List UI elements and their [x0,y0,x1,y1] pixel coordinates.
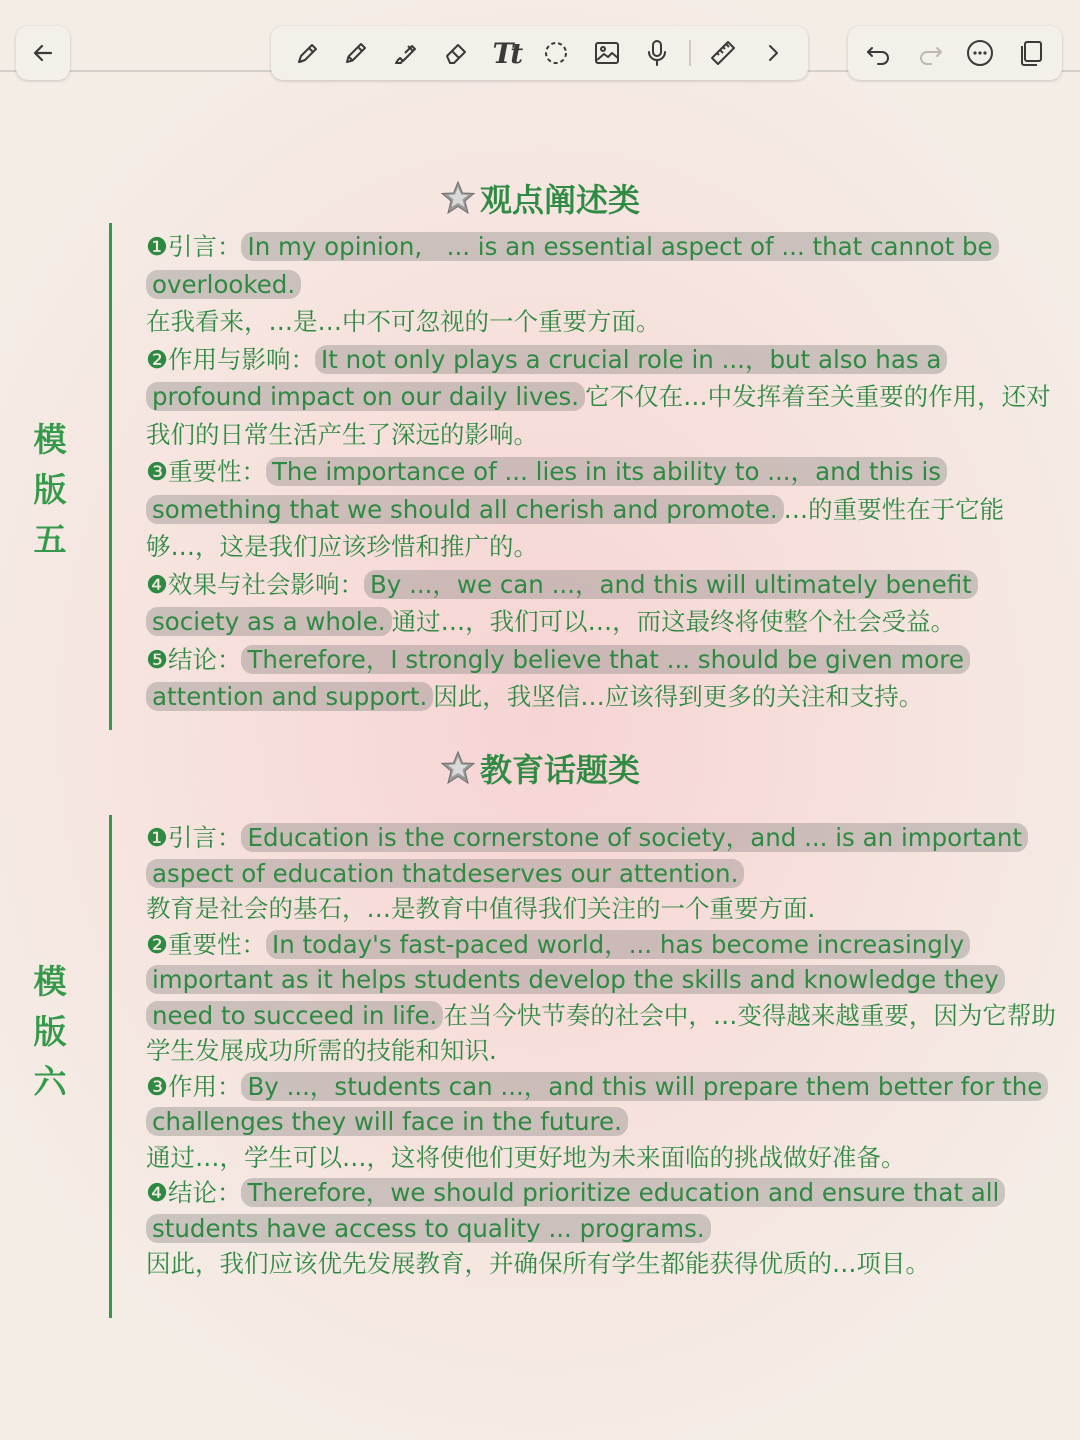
section-title-text: 观点阐述类 [479,181,640,219]
pen-icon [291,38,321,68]
template-item [146,228,1058,341]
more-tools-button[interactable] [755,35,791,71]
image-icon [592,38,622,68]
item-label: ❸作用： [146,1071,242,1101]
section-side-line [109,815,112,1318]
template-item [146,1175,1058,1282]
chinese-translation: 它不仅在…中发挥着至关重要的作用，还对我们的日常生活产生了深远的影响。 [146,382,1051,449]
chinese-translation: 在当今快节奏的社会中，…变得越来越重要，因为它帮助学生发展成功所需的技能和知识. [146,1000,1056,1065]
template-item [146,820,1058,927]
chinese-translation: 通过…，学生可以…，这将使他们更好地为未来面临的挑战做好准备。 [146,1142,906,1172]
chevron-right-icon [758,38,788,68]
pencil-tool-button[interactable] [338,35,374,71]
highlighter-tool-button[interactable] [388,35,424,71]
english-sentence: By ...，we can ...，and this will ultimately benefit society as a whole. [146,570,978,637]
image-tool-button[interactable] [589,35,625,71]
section-content [146,820,1058,1282]
template-item [146,927,1058,1069]
section-title [0,745,1080,791]
item-label: ❹效果与社会影响： [146,569,364,599]
side-label-char: 模 [33,962,67,1001]
template-item [146,341,1058,454]
chinese-translation: 通过…，我们可以…，而这最终将使整个社会受益。 [391,607,956,636]
section-content [146,228,1058,716]
text-tool-button[interactable] [488,35,524,71]
chinese-translation: 因此，我坚信…应该得到更多的关注和支持。 [433,682,924,711]
english-sentence: Therefore，we should prioritize education and ensure that all students have access to quality ... programs. [146,1178,1005,1243]
side-label-char: 五 [33,520,67,559]
lasso-tool-button[interactable] [538,35,574,71]
english-sentence: In today's fast-paced world，... has become increasingly important as it helps students develop the skills and knowledge they need to succeed in life. [146,930,1005,1030]
english-sentence: It not only plays a crucial role in ...，but also has a profound impact on our daily lives. [146,345,947,412]
english-sentence: In my opinion, ... is an essential aspect of ... that cannot be overlooked. [146,232,999,299]
chinese-translation: …的重要性在于它能够…，这是我们应该珍惜和推广的。 [146,494,1005,561]
item-label: ❶引言： [146,232,242,261]
english-sentence: By ...，students can ...，and this will prepare them better for the challenges they will face in the future. [146,1072,1048,1137]
item-label: ❷作用与影响： [146,344,315,374]
section-title-text: 教育话题类 [479,751,640,789]
redo-icon [915,38,945,68]
eraser-tool-button[interactable] [438,35,474,71]
back-button[interactable] [16,26,70,80]
template-item [146,453,1058,566]
template-item [146,641,1058,716]
section-title [0,175,1080,221]
microphone-icon [642,38,672,68]
ruler-icon [708,38,738,68]
eraser-icon [441,38,471,68]
star-icon [440,180,476,216]
more-icon [965,38,995,68]
pencil-icon [341,38,371,68]
section-side-line [109,223,112,730]
pages-icon [1016,38,1046,68]
chinese-translation: 教育是社会的基石，…是教育中值得我们关注的一个重要方面. [146,894,816,923]
side-label-char: 模 [33,420,67,459]
redo-button[interactable] [912,35,948,71]
english-sentence: Therefore，I strongly believe that ... should be given more attention and support. [146,645,970,712]
side-label-char: 版 [33,470,67,509]
more-options-button[interactable] [962,35,998,71]
highlighter-icon [391,38,421,68]
section-side-label [30,415,70,565]
undo-button[interactable] [861,35,897,71]
item-label: ❷重要性： [146,929,266,959]
ruler-tool-button[interactable] [705,35,741,71]
english-sentence: The importance of ... lies in its ability to ...，and this is something that we should all cherish and promote. [146,457,947,524]
template-item [146,566,1058,641]
pages-button[interactable] [1013,35,1049,71]
english-sentence: Education is the cornerstone of society，and ... is an important aspect of education thatdeserves our attention. [146,823,1028,888]
lasso-icon [541,38,571,68]
chinese-translation: 因此，我们应该优先发展教育，并确保所有学生都能获得优质的…项目。 [146,1249,930,1278]
text-tool-icon: Tt [492,36,521,70]
star-icon [440,750,476,786]
toolbar-separator [689,40,691,66]
side-label-char: 六 [33,1062,67,1101]
document-actions-bar [848,26,1062,80]
side-label-char: 版 [33,1012,67,1051]
drawing-tools-bar [271,26,808,80]
section-side-label [30,957,70,1107]
item-label: ❸重要性： [146,457,266,486]
microphone-tool-button[interactable] [639,35,675,71]
undo-icon [864,38,894,68]
chinese-translation: 在我看来，…是…中不可忽视的一个重要方面。 [146,307,661,336]
item-label: ❹结论： [146,1178,242,1207]
arrow-left-icon [29,39,57,67]
pen-tool-button[interactable] [288,35,324,71]
template-item [146,1069,1058,1176]
item-label: ❺结论： [146,644,242,674]
item-label: ❶引言： [146,823,242,852]
